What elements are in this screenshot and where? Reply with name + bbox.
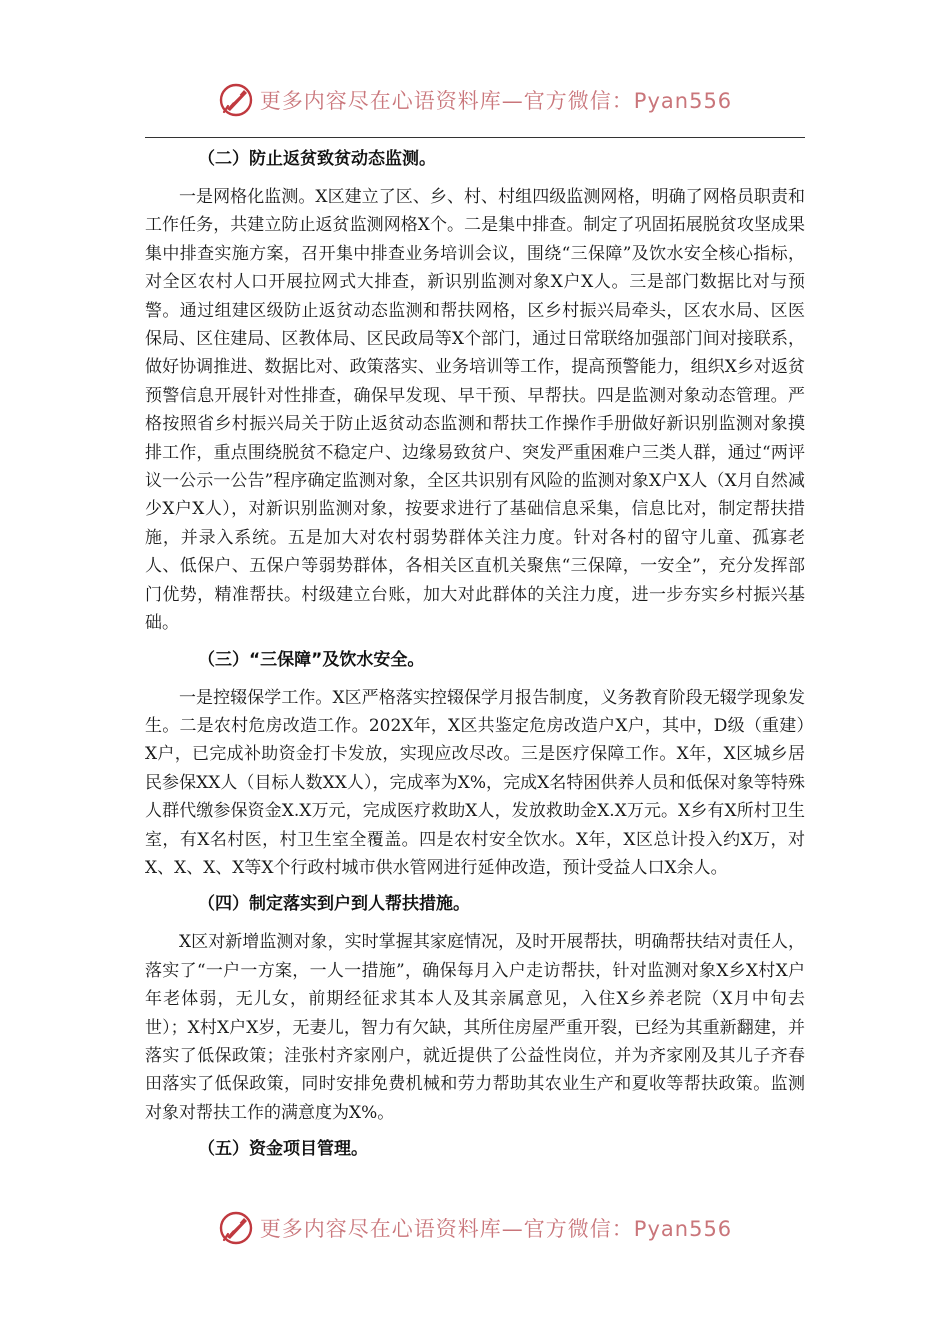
footer-banner-text: 更多内容尽在心语资料库—官方微信：Pyan556 [259, 1217, 733, 1241]
section-paragraph-2: 一是网格化监测。X区建立了区、乡、村、村组四级监测网格，明确了网格员职责和工作任务，共建立防止返贫监测网格X个。二是集中排查。制定了巩固拓展脱贫攻坚成果集中排查实施方案，召开集中排查业务培训会议，围绕“三保障”及饮水安全核心指标，对全区农村人口开展拉网式大排查，新识别监测对象X户X人。三是部门数据比对与预警。通过组建区级防止返贫动态监测和帮扶网格，区乡村振兴局牵头，区农水局、区医保局、区住建局、区教体局、区民政局等X个部门，通过日常联络加强部门间对接联系，做好协调推进、数据比对、政策落实、业务培训等工作，提高预警能力，组织X乡对返贫预警信息开展针对性排查，确保早发现、早干预、早帮扶。四是监测对象动态管理。严格按照省乡村振兴局关于防止返贫动态监测和帮扶工作操作手册做好新识别监测对象摸排工作，重点围绕脱贫不稳定户、边缘易致贫户、突发严重困难户三类人群，通过“两评议一公示一公告”程序确定监测对象，全区共识别有风险的监测对象X户X人（X月自然减少X户X人），对新识别监测对象，按要求进行了基础信息采集，信息比对，制定帮扶措施，并录入系统。五是加大对农村弱势群体关注力度。针对各村的留守儿童、孤寡老人、低保户、五保户等弱势群体，各相关区直机关聚焦“三保障，一安全”，充分发挥部门优势，精准帮扶。村级建立台账，加大对此群体的关注力度，进一步夯实乡村振兴基础。 [145, 187, 805, 634]
document-body [145, 143, 805, 1173]
header-divider [145, 137, 805, 138]
header-banner [0, 82, 950, 118]
section-paragraph-4: X区对新增监测对象，实时掌握其家庭情况，及时开展帮扶，明确帮扶结对责任人，落实了“一户一方案，一人一措施”，确保每月入户走访帮扶，针对监测对象X乡X村X户年老体弱，无儿女，前期经征求其本人及其亲属意见，入住X乡养老院（X月中旬去世）；X村X户X岁，无妻儿，智力有欠缺，其所住房屋严重开裂，已经为其重新翻建，并落实了低保政策；洼张村齐家刚户，就近提供了公益性岗位，并为齐家刚及其儿子齐春田落实了低保政策，同时安排免费机械和劳力帮助其农业生产和夏收等帮扶政策。监测对象对帮扶工作的满意度为X%。 [145, 932, 805, 1123]
header-banner-text: 更多内容尽在心语资料库—官方微信：Pyan556 [259, 89, 733, 113]
quill-pen-logo-icon [218, 82, 254, 118]
section-heading-3: （三）“三保障”及饮水安全。 [198, 649, 425, 670]
section-heading-4: （四）制定落实到户到人帮扶措施。 [198, 894, 470, 915]
section-heading-2: （二）防止返贫致贫动态监测。 [198, 149, 436, 169]
quill-pen-logo-icon [218, 1210, 254, 1246]
section-heading-5: （五）资金项目管理。 [198, 1139, 368, 1160]
section-paragraph-3: 一是控辍保学工作。X区严格落实控辍保学月报告制度，义务教育阶段无辍学现象发生。二是农村危房改造工作。202X年，X区共鉴定危房改造户X户，其中，D级（重建）X户，已完成补助资金打卡发放，实现应改尽改。三是医疗保障工作。X年，X区城乡居民参保XX人（目标人数XX人），完成率为X%，完成X名特困供养人员和低保对象等特殊人群代缴参保资金X.X万元，完成医疗救助X人，发放救助金X.X万元。X乡有X所村卫生室，有X名村医，村卫生室全覆盖。四是农村安全饮水。X年，X区总计投入约X万，对X、X、X、X等X个行政村城市供水管网进行延伸改造，预计受益人口X余人。 [145, 687, 805, 878]
footer-banner [0, 1210, 950, 1246]
